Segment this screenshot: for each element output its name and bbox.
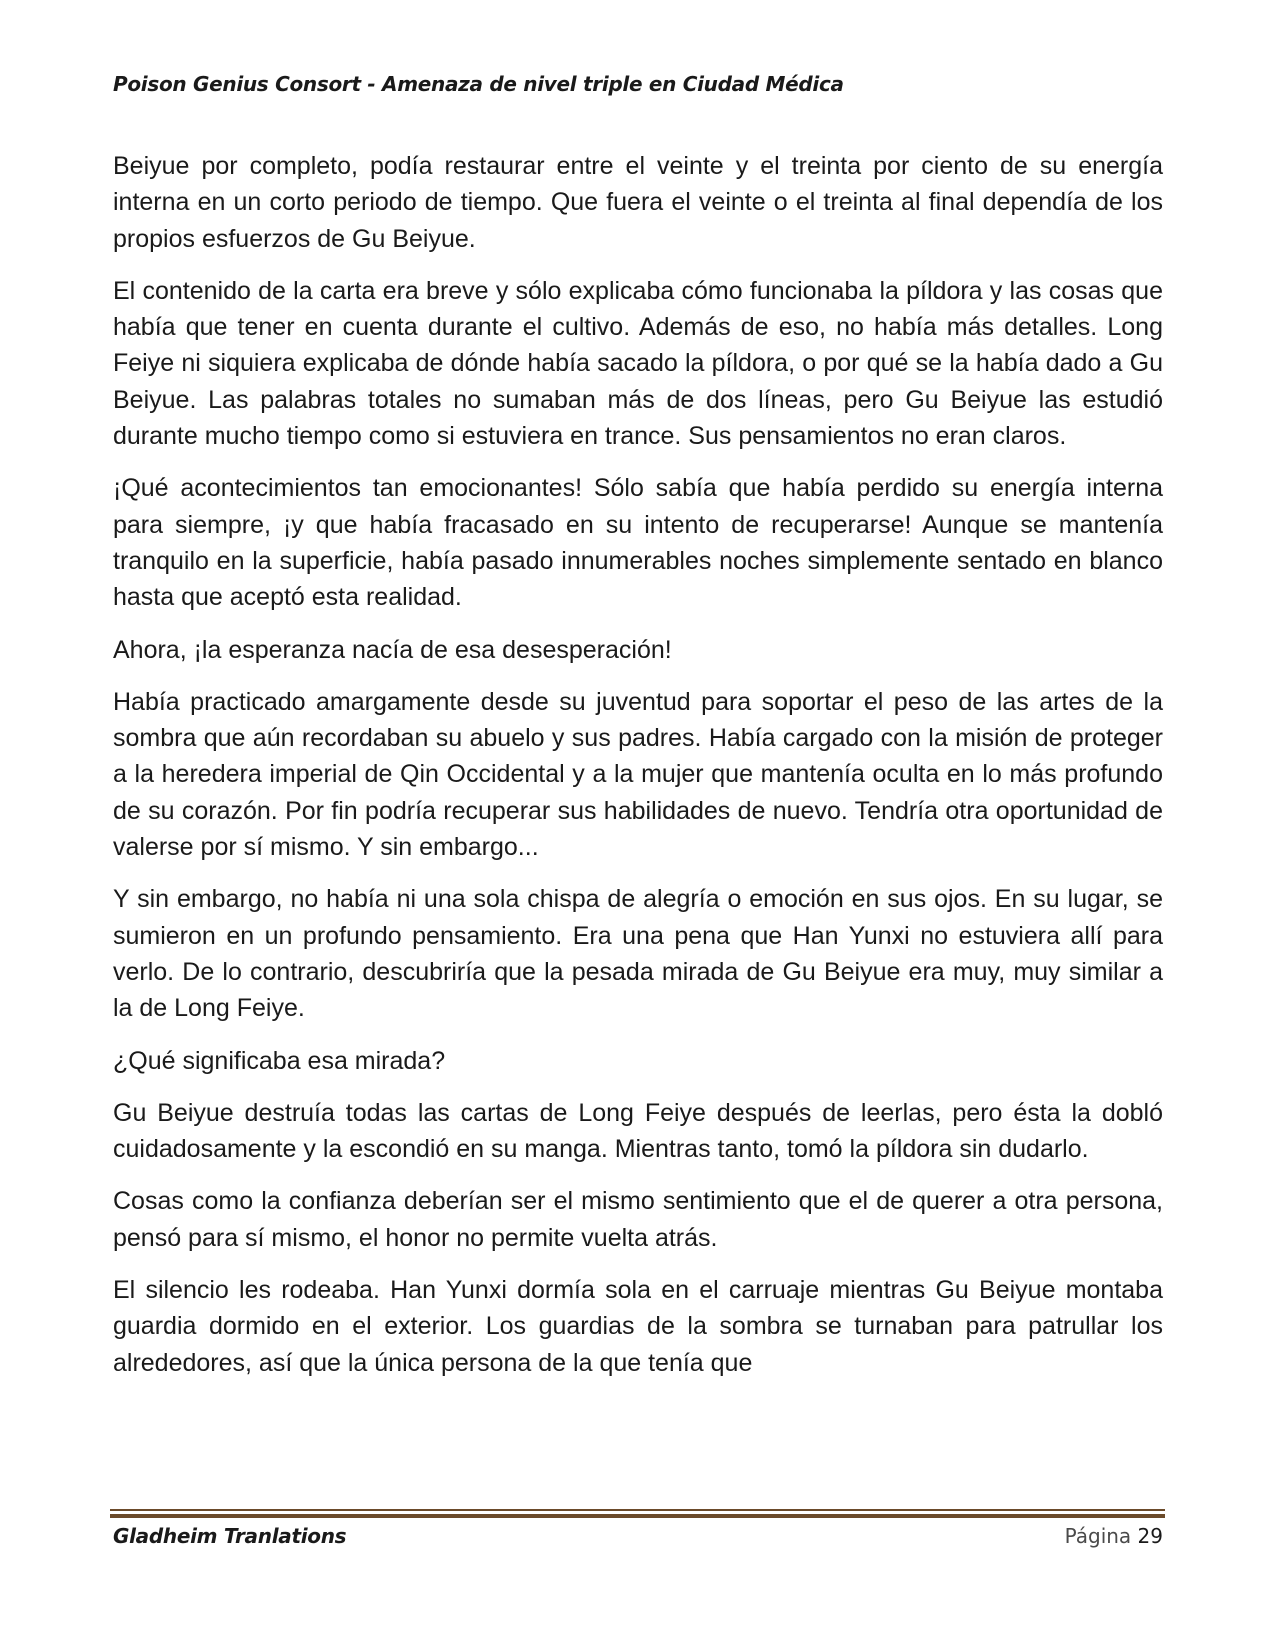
paragraph: Gu Beiyue destruía todas las cartas de Long Feiye después de leerlas, pero ésta la dobló cuidadosamente y la escondió en su manga. Mientras tanto, tomó la píldora sin dudarlo. (113, 1098, 1163, 1164)
paragraph: El contenido de la carta era breve y sólo explicaba cómo funcionaba la píldora y las cosas que había que tener en cuenta durante el cultivo. Además de eso, no había más detalles. Long Feiye ni siquiera explicaba de dónde había sacado la píldora, o por qué se la había dado a Gu Beiyue. Las palabras totales no sumaban más de dos líneas, pero Gu Beiyue las estudió durante mucho tiempo como si estuviera en trance. Sus pensamientos no eran claros. (113, 276, 1163, 451)
footer-publisher: Gladheim Tranlations (113, 1524, 347, 1548)
paragraph: Beiyue por completo, podía restaurar entre el veinte y el treinta por ciento de su energía interna en un corto periodo de tiempo. Que fuera el veinte o el treinta al final dependía de los propios esfuerzos de Gu Beiyue. (113, 152, 1163, 253)
paragraph: El silencio les rodeaba. Han Yunxi dormía sola en el carruaje mientras Gu Beiyue montaba guardia dormido en el exterior. Los guardias de la sombra se turnaban para patrullar los alrededores, así que la única persona de la que tenía que (113, 1276, 1163, 1377)
footer-divider-thick (110, 1514, 1165, 1518)
page-header-title: Poison Genius Consort - Amenaza de nivel triple en Ciudad Médica (113, 72, 844, 96)
paragraph: Y sin embargo, no había ni una sola chispa de alegría o emoción en sus ojos. En su lugar, se sumieron en un profundo pensamiento. Era una pena que Han Yunxi no estuviera allí para verlo. De lo contrario, descubriría que la pesada mirada de Gu Beiyue era muy, muy similar a la de Long Feiye. (113, 885, 1163, 1023)
paragraph: Ahora, ¡la esperanza nacía de esa desesperación! (113, 635, 672, 664)
footer-page-indicator (1065, 1524, 1163, 1548)
paragraph: ¡Qué acontecimientos tan emocionantes! Sólo sabía que había perdido su energía interna para siempre, ¡y que había fracasado en su intento de recuperarse! Aunque se mantenía tranquilo en la superficie, había pasado innumerables noches simplemente sentado en blanco hasta que aceptó esta realidad. (113, 474, 1163, 612)
paragraph: Cosas como la confianza deberían ser el mismo sentimiento que el de querer a otra persona, pensó para sí mismo, el honor no permite vuelta atrás. (113, 1187, 1163, 1252)
paragraph: Había practicado amargamente desde su juventud para soportar el peso de las artes de la sombra que aún recordaban su abuelo y sus padres. Había cargado con la misión de proteger a la heredera imperial de Qin Occidental y a la mujer que mantenía oculta en lo más profundo de su corazón. Por fin podría recuperar sus habilidades de nuevo. Tendría otra oportunidad de valerse por sí mismo. Y sin embargo... (113, 687, 1163, 862)
page-number: 29 (1137, 1524, 1163, 1548)
paragraph: ¿Qué significaba esa mirada? (113, 1046, 446, 1075)
body-text (113, 148, 1163, 1397)
footer-divider-thin (110, 1509, 1165, 1511)
page-label: Página (1064, 1524, 1132, 1548)
